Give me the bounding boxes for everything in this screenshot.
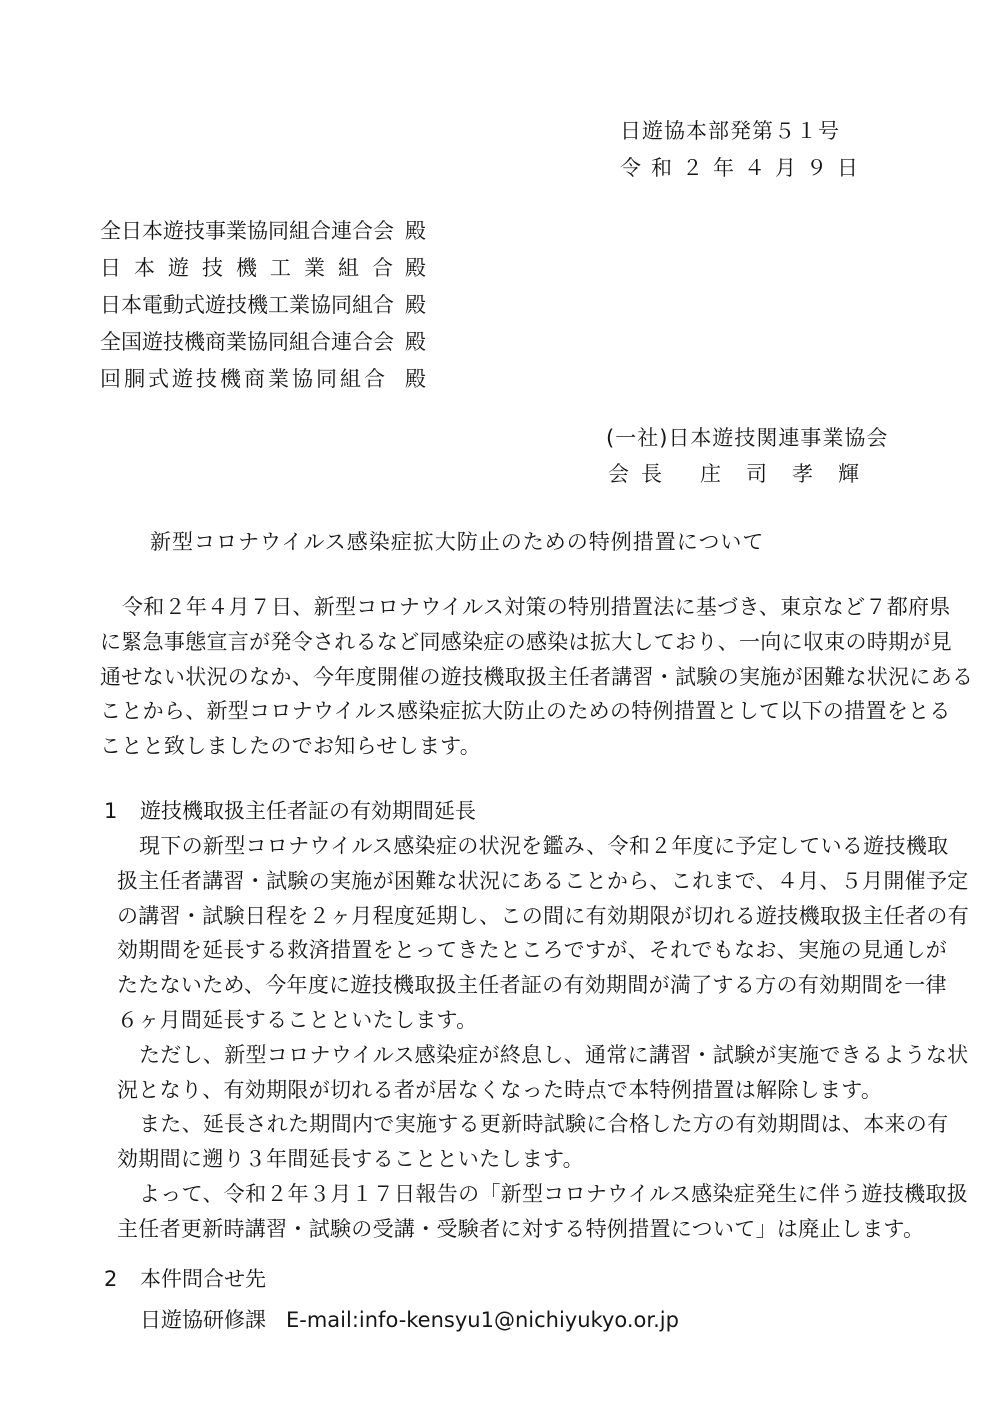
document-subject: 新型コロナウイルス感染症拡大防止のための特例措置について	[150, 530, 765, 554]
recipient-item	[100, 327, 500, 364]
recipient-item	[100, 290, 500, 327]
paragraph-line: に緊急事態宣言が発令されるなど同感染症の感染は拡大しており、一向に収束の時期が見	[100, 629, 952, 654]
recipient-name: 全日本遊技事業協同組合連合会	[100, 219, 394, 243]
sender-name: 庄司孝輝	[700, 462, 884, 486]
section-title: 本件問合せ先	[140, 1267, 266, 1291]
paragraph-line: よって、令和２年３月１７日報告の「新型コロナウイルス感染症発生に伴う遊技機取扱	[139, 1181, 969, 1206]
section-number: 2	[104, 1267, 118, 1291]
contact-email: E-mail:info-kensyu1@nichiyukyo.or.jp	[286, 1308, 679, 1332]
paragraph-line: ことから、新型コロナウイルス感染症拡大防止のための特例措置として以下の措置をとる	[100, 699, 951, 724]
paragraph-line: たたないため、今年度に遊技機取扱主任者証の有効期間が満了する方の有効期間を一律	[117, 973, 947, 998]
section-1-body	[117, 829, 969, 1247]
recipient-honorific: 殿	[405, 330, 426, 354]
recipient-honorific: 殿	[405, 367, 426, 391]
recipient-item	[100, 253, 500, 290]
intro-paragraph	[100, 590, 974, 764]
paragraph-line: 主任者更新時講習・試験の受講・受験者に対する特例措置について」は廃止します。	[117, 1216, 925, 1241]
paragraph-line: ただし、新型コロナウイルス感染症が終息し、通常に講習・試験が実施できるような状	[139, 1042, 969, 1067]
document-date: 令和２年４月９日	[620, 156, 868, 180]
paragraph-line: 扱主任者講習・試験の実施が困難な状況にあることから、これまで、４月、５月開催予定	[117, 868, 969, 893]
paragraph-line: 現下の新型コロナウイルス感染症の状況を鑑み、令和２年度に予定している遊技機取	[139, 834, 949, 858]
paragraph-line: ６ヶ月間延長することといたします。	[117, 1007, 478, 1032]
paragraph-line: 効期間に遡り３年間延長することといたします。	[117, 1147, 584, 1172]
paragraph-line: 況となり、有効期限が切れる者が居なくなった時点で本特例措置は解除します。	[117, 1077, 883, 1102]
recipient-name: 回胴式遊技機商業協同組合	[100, 367, 388, 391]
section-2-heading	[104, 1264, 266, 1294]
section-title: 遊技機取扱主任者証の有効期間延長	[140, 799, 476, 823]
recipient-item	[100, 364, 500, 401]
recipient-name: 全国遊技機商業協同組合連合会	[100, 330, 394, 354]
contact-info	[140, 1305, 679, 1335]
sender-role: 会長	[608, 462, 674, 486]
sender-organization: (一社)日本遊技関連事業協会	[606, 426, 889, 450]
recipient-honorific: 殿	[405, 219, 426, 243]
paragraph-line: 効期間を延長する救済措置をとってきたところですが、それでもなお、実施の見通しが	[117, 938, 948, 963]
recipient-name: 日本遊技機工業組合	[100, 256, 406, 280]
document-number: 日遊協本部発第５１号	[620, 119, 840, 143]
section-number: 1	[104, 799, 118, 823]
paragraph-line: また、延長された期間内で実施する更新時試験に合格した方の有効期間は、本来の有	[139, 1112, 949, 1137]
paragraph-line: の講習・試験日程を２ヶ月程度延期し、この間に有効期限が切れる遊技機取扱主任者の有	[117, 903, 969, 928]
recipient-list	[100, 216, 500, 401]
recipient-item	[100, 216, 500, 253]
paragraph-line: ことと致しましたのでお知らせします。	[100, 734, 482, 759]
paragraph-line: 通せない状況のなか、今年度開催の遊技機取扱主任者講習・試験の実施が困難な状況にある	[100, 664, 974, 689]
contact-department: 日遊協研修課	[140, 1308, 266, 1332]
recipient-honorific: 殿	[405, 293, 426, 317]
recipient-name: 日本電動式遊技機工業協同組合	[100, 293, 394, 317]
paragraph-line: 令和２年４月７日、新型コロナウイルス対策の特別措置法に基づき、東京など７都府県	[122, 595, 951, 619]
section-1-heading	[104, 796, 476, 826]
recipient-honorific: 殿	[405, 256, 426, 280]
